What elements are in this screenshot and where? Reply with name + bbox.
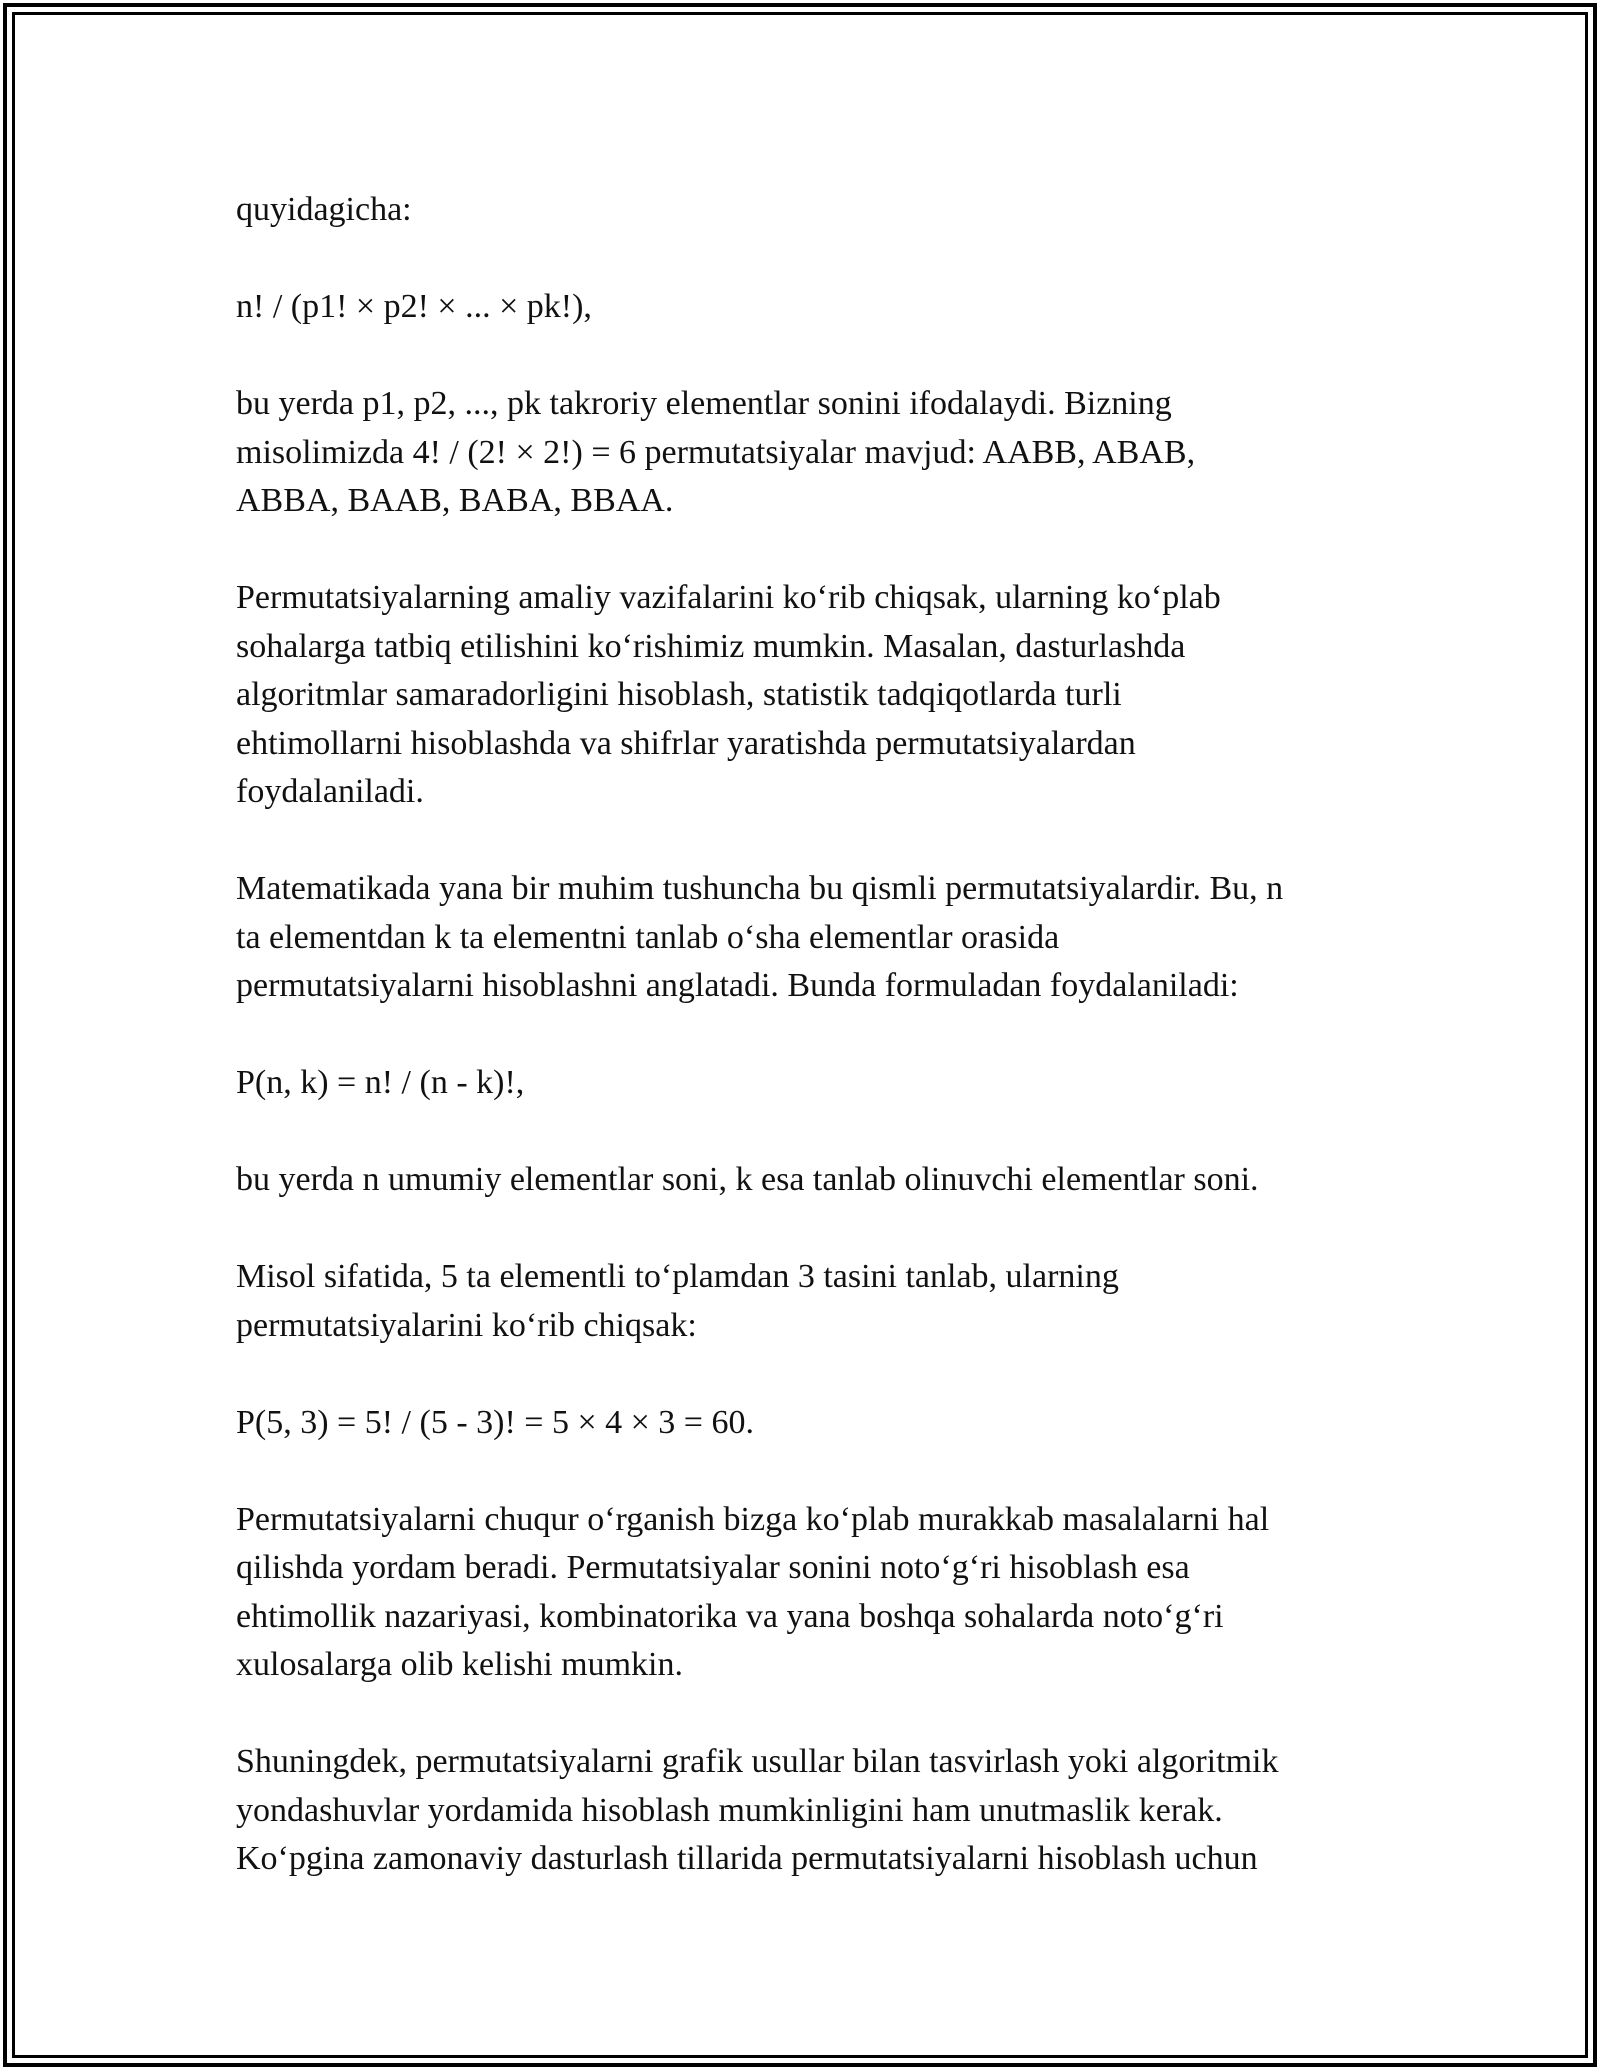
paragraph-example-aabb: bu yerda p1, p2, ..., pk takroriy elementlar sonini ifodalaydi. Bizning misolimizda 4! / (2! × 2!) = 6 permutatsiyalar mavjud: AABB, ABAB, ABBA, BAAB, BABA, BBAA.	[236, 385, 1196, 519]
paragraph-partial-permutations: Matematikada yana bir muhim tushuncha bu qismli permutatsiyalardir. Bu, n ta elementdan k ta elementni tanlab o‘sha elementlar orasida permutatsiyalarni hisoblashni anglatadi. Bunda formuladan foydalaniladi:	[236, 870, 1284, 1004]
paragraph-example-intro: Misol sifatida, 5 ta elementli to‘plamdan 3 tasini tanlab, ularning permutatsiyalarini ko‘rib chiqsak:	[236, 1258, 1119, 1344]
document-body	[236, 186, 1386, 1932]
formula-partial-permutations: P(n, k) = n! / (n - k)!,	[236, 1064, 525, 1101]
formula-example-result: P(5, 3) = 5! / (5 - 3)! = 5 × 4 × 3 = 60.	[236, 1403, 754, 1441]
paragraph-importance: Permutatsiyalarni chuqur o‘rganish bizga ko‘plab murakkab masalalarni hal qilishda yordam beradi. Permutatsiyalar sonini noto‘g‘ri hisoblash esa ehtimollik nazariyasi, kombinatorika va yana boshqa sohalarda noto‘g‘ri xulosalarga olib kelishi mumkin.	[236, 1500, 1270, 1683]
paragraph-formula-explanation: bu yerda n umumiy elementlar soni, k esa tanlab olinuvchi elementlar soni.	[236, 1161, 1259, 1198]
paragraph-applications: Permutatsiyalarning amaliy vazifalarini ko‘rib chiqsak, ularning ko‘plab sohalarga tatbiq etilishini ko‘rishimiz mumkin. Masalan, dasturlashda algoritmlar samaradorligini hisoblash, statistik tadqiqotlarda turli ehtimollarni hisoblashda va shifrlar yaratishda permutatsiyalardan foydalaniladi.	[236, 579, 1221, 810]
paragraph-graphical-methods: Shuningdek, permutatsiyalarni grafik usullar bilan tasvirlash yoki algoritmik yondashuvlar yordamida hisoblash mumkinligini ham unutmaslik kerak. Ko‘pgina zamonaviy dasturlash tillarida permutatsiyalarni hisoblash uchun	[236, 1743, 1279, 1877]
paragraph-intro-tail: quyidagicha:	[236, 191, 412, 228]
formula-multiset-permutations: n! / (p1! × p2! × ... × pk!),	[236, 288, 592, 325]
